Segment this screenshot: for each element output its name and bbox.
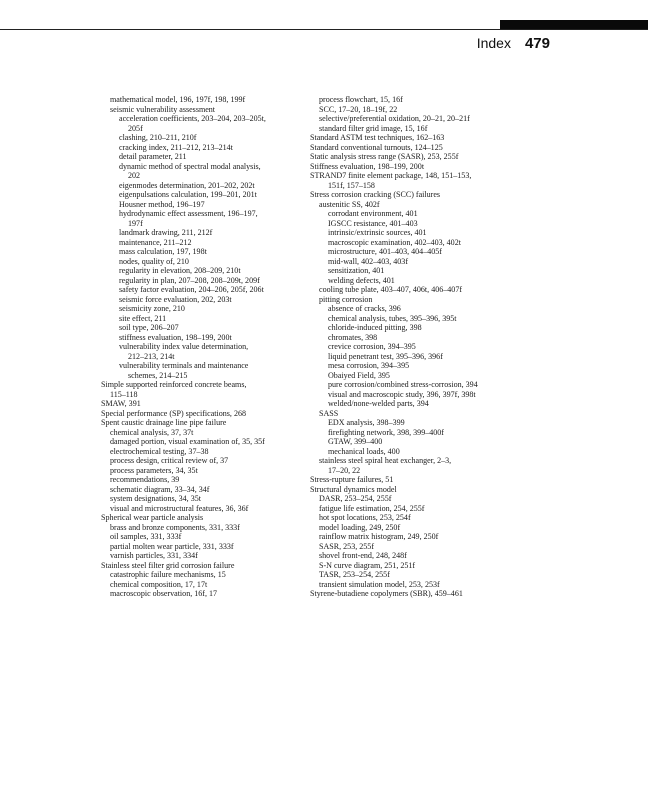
header-rule	[0, 29, 648, 30]
index-entry: austenitic SS, 402f	[319, 199, 380, 209]
section-title: Index	[476, 35, 511, 51]
index-entry: fatigue life estimation, 254, 255f	[319, 503, 425, 513]
index-entry: site effect, 211	[119, 313, 167, 323]
index-entry: selective/preferential oxidation, 20–21, 20–21f	[319, 114, 470, 123]
index-entry: clashing, 210–211, 210f	[119, 133, 197, 142]
index-entry: process flowchart, 15, 16f	[319, 95, 403, 104]
index-entry: standard filter grid image, 15, 16f	[319, 123, 428, 133]
index-entry: sensitization, 401	[328, 266, 385, 275]
index-entry: SMAW, 391	[101, 399, 141, 408]
index-entry: nodes, quality of, 210	[119, 256, 189, 266]
index-entry: 115–118	[110, 389, 138, 399]
index-entry: mid-wall, 402–403, 403f	[328, 256, 409, 266]
index-entry: 17–20, 22	[328, 465, 361, 475]
index-entry: damaged portion, visual examination of, 35, 35f	[110, 437, 265, 446]
index-entry: regularity in elevation, 208–209, 210t	[119, 266, 241, 275]
index-entry: stiffness evaluation, 198–199, 200t	[119, 332, 232, 342]
index-entry: transient simulation model, 253, 253f	[319, 579, 440, 589]
index-entry: TASR, 253–254, 255f	[319, 570, 390, 579]
index-entry: welded/none-welded parts, 394	[328, 399, 429, 408]
index-entry: rainflow matrix histogram, 249, 250f	[319, 532, 439, 541]
index-entry: maintenance, 211–212	[119, 237, 192, 247]
index-entry: welding defects, 401	[328, 275, 395, 285]
index-entry: chromates, 398	[328, 332, 378, 342]
index-entry: vulnerability terminals and maintenance	[119, 361, 249, 370]
index-entry: seismic force evaluation, 202, 203t	[119, 294, 232, 304]
index-entry: mass calculation, 197, 198t	[119, 247, 207, 256]
index-entry: Static analysis stress range (SASR), 253, 255f	[310, 152, 459, 161]
index-entry: Stress-rupture failures, 51	[310, 475, 394, 484]
index-entry: S-N curve diagram, 251, 251f	[319, 560, 416, 570]
index-entry: crevice corrosion, 394–395	[328, 342, 416, 351]
index-entry: macroscopic examination, 402–403, 402t	[328, 237, 461, 247]
index-entry: vulnerability index value determination,	[119, 342, 249, 351]
index-entry: schemes, 214–215	[128, 370, 188, 380]
index-entry: soil type, 206–207	[119, 323, 179, 332]
index-entry: Stress corrosion cracking (SCC) failures	[310, 190, 441, 199]
index-entry: shovel front-end, 248, 248f	[319, 551, 407, 560]
index-entry: hydrodynamic effect assessment, 196–197,	[119, 209, 258, 218]
index-entry: 151f, 157–158	[328, 180, 375, 190]
index-entry: chemical analysis, 37, 37t	[110, 427, 194, 437]
index-entry: seismicity zone, 210	[119, 304, 185, 313]
index-entry: macroscopic observation, 16f, 17	[110, 589, 218, 598]
index-entry: cracking index, 211–212, 213–214t	[119, 142, 233, 152]
index-entry: visual and macroscopic study, 396, 397f, 398t	[328, 389, 476, 399]
index-entry: Housner method, 196–197	[119, 199, 205, 209]
index-entry: Spherical wear particle analysis	[101, 513, 204, 522]
index-entry: regularity in plan, 207–208, 208–209t, 209f	[119, 275, 260, 285]
index-entry: corrodant environment, 401	[328, 209, 418, 218]
index-entry: Spent caustic drainage line pipe failure	[101, 418, 227, 427]
index-entry: GTAW, 399–400	[328, 437, 383, 446]
index-entry: process parameters, 34, 35t	[110, 465, 198, 475]
index-entry: process design, critical review of, 37	[110, 456, 229, 465]
index-entry: partial molten wear particle, 331, 333f	[110, 541, 234, 551]
index-entry: stainless steel spiral heat exchanger, 2–3,	[319, 456, 452, 465]
index-entry: IGSCC resistance, 401–403	[328, 218, 418, 228]
index-entry: oil samples, 331, 333f	[110, 532, 182, 541]
index-entry: Styrene-butadiene copolymers (SBR), 459–461	[310, 589, 463, 598]
index-entry: seismic vulnerability assessment	[110, 104, 216, 114]
index-entry: detail parameter, 211	[119, 152, 187, 161]
index-entry: electrochemical testing, 37–38	[110, 446, 209, 456]
index-entry: firefighting network, 398, 399–400f	[328, 427, 444, 437]
index-entry: microstructure, 401–403, 404–405f	[328, 247, 442, 256]
index-entry: mesa corrosion, 394–395	[328, 361, 410, 370]
index-entry: hot spot locations, 253, 254f	[319, 513, 411, 522]
index-column-right	[310, 95, 550, 599]
index-entry: mathematical model, 196, 197f, 198, 199f	[110, 95, 246, 104]
index-entry: landmark drawing, 211, 212f	[119, 228, 213, 237]
page-number: 479	[524, 35, 550, 52]
index-entry: liquid penetrant test, 395–396, 396f	[328, 351, 443, 361]
index-entry: eigenpulsations calculation, 199–201, 201t	[119, 190, 257, 199]
index-entry: Stiffness evaluation, 198–199, 200t	[310, 161, 425, 171]
index-entry: 212–213, 214t	[128, 351, 175, 361]
index-entry: STRAND7 finite element package, 148, 151–153,	[310, 171, 472, 180]
index-entry: intrinsic/extrinsic sources, 401	[328, 228, 427, 237]
index-entry: DASR, 253–254, 255f	[319, 494, 392, 503]
index-entry: mechanical loads, 400	[328, 446, 400, 456]
index-entry: Standard conventional turnouts, 124–125	[310, 142, 443, 152]
index-entry: Simple supported reinforced concrete beams,	[101, 380, 247, 389]
index-entry: varnish particles, 331, 334f	[110, 551, 198, 560]
index-entry: acceleration coefficients, 203–204, 203–205t,	[119, 114, 266, 123]
index-entry: brass and bronze components, 331, 333f	[110, 522, 240, 532]
index-entry: cooling tube plate, 403–407, 406t, 406–407f	[319, 285, 463, 294]
index-entry: dynamic method of spectral modal analysis,	[119, 161, 261, 171]
index-entry: Obaiyed Field, 395	[328, 370, 390, 380]
index-entry: pitting corrosion	[319, 294, 373, 304]
header-black-bar	[500, 20, 648, 29]
index-entry: catastrophic failure mechanisms, 15	[110, 570, 226, 579]
index-entry: 205f	[128, 123, 143, 133]
index-entry: Stainless steel filter grid corrosion failure	[101, 560, 235, 570]
index-entry: Special performance (SP) specifications, 268	[101, 408, 247, 418]
index-entry: SASS	[319, 408, 339, 418]
index-entry: 202	[128, 171, 141, 180]
index-entry: chemical analysis, tubes, 395–396, 395t	[328, 313, 457, 323]
index-entry: system designations, 34, 35t	[110, 494, 201, 503]
index-entry: SASR, 253, 255f	[319, 541, 374, 551]
running-head	[477, 35, 550, 52]
index-entry: 197f	[128, 218, 143, 228]
index-entry: Structural dynamics model	[310, 484, 397, 494]
index-entry: chemical composition, 17, 17t	[110, 579, 208, 589]
index-entry: visual and microstructural features, 36, 36f	[110, 503, 249, 513]
index-entry: safety factor evaluation, 204–206, 205f, 206t	[119, 285, 264, 294]
index-entry: pure corrosion/combined stress-corrosion, 394	[328, 380, 478, 389]
index-entry: eigenmodes determination, 201–202, 202t	[119, 180, 255, 190]
index-entry: schematic diagram, 33–34, 34f	[110, 484, 210, 494]
index-entry: chloride-induced pitting, 398	[328, 323, 422, 332]
index-entry: recommendations, 39	[110, 475, 180, 484]
index-entry: EDX analysis, 398–399	[328, 418, 405, 427]
index-entry: SCC, 17–20, 18–19f, 22	[319, 104, 398, 114]
index-entry: Standard ASTM test techniques, 162–163	[310, 133, 445, 142]
index-entry: absence of cracks, 396	[328, 304, 401, 313]
index-entry: model loading, 249, 250f	[319, 522, 401, 532]
index-column-left	[101, 95, 306, 599]
